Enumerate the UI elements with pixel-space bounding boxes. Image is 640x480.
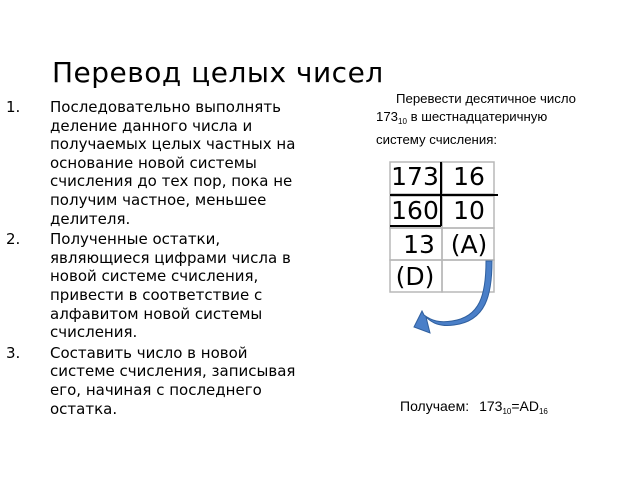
divisor-cell: 16 bbox=[453, 162, 485, 191]
step-number: 1. bbox=[6, 98, 21, 116]
steps-list bbox=[6, 98, 316, 420]
task-suffix: в шестнадцатеричную систему счисления: bbox=[376, 109, 548, 147]
step-text: Полученные остатки, являющиеся цифрами числа в новой системе счисления, привести в соответствие с алфавитом новой системы счисления. bbox=[50, 230, 291, 342]
remainder-cell: 13 bbox=[403, 230, 435, 259]
step-number: 2. bbox=[6, 230, 21, 249]
result-label: Получаем: bbox=[400, 398, 470, 414]
task-prefix: Перевести десятичное число 173 bbox=[376, 91, 576, 124]
list-item bbox=[6, 230, 316, 342]
dividend-cell: 173 bbox=[391, 162, 439, 191]
curved-arrow-icon bbox=[410, 255, 500, 345]
step-text: Последовательно выполнять деление данного числа и получаемых целых частных на основание новой системы счисления до тех пор, пока не получим частное, меньшее делителя. bbox=[50, 98, 296, 228]
quotient-cell: 10 bbox=[453, 196, 485, 225]
remainder-hex-cell: (A) bbox=[450, 230, 488, 259]
last-digit-cell: (D) bbox=[395, 262, 435, 291]
result-from-base: 10 bbox=[502, 407, 512, 416]
list-item bbox=[6, 98, 316, 228]
result-number: 173 bbox=[479, 398, 503, 414]
result-line bbox=[400, 398, 548, 416]
list-item bbox=[6, 344, 316, 418]
product-cell: 160 bbox=[391, 196, 439, 225]
step-text: Составить число в новой системе счисления, записывая его, начиная с последнего остатка. bbox=[50, 343, 296, 418]
step-number: 3. bbox=[6, 343, 21, 362]
slide-title: Перевод целых чисел bbox=[52, 56, 384, 89]
result-to-base: 16 bbox=[538, 407, 548, 416]
task-base: 10 bbox=[398, 117, 407, 126]
result-equals: =AD bbox=[511, 398, 539, 414]
task-text bbox=[376, 90, 576, 162]
